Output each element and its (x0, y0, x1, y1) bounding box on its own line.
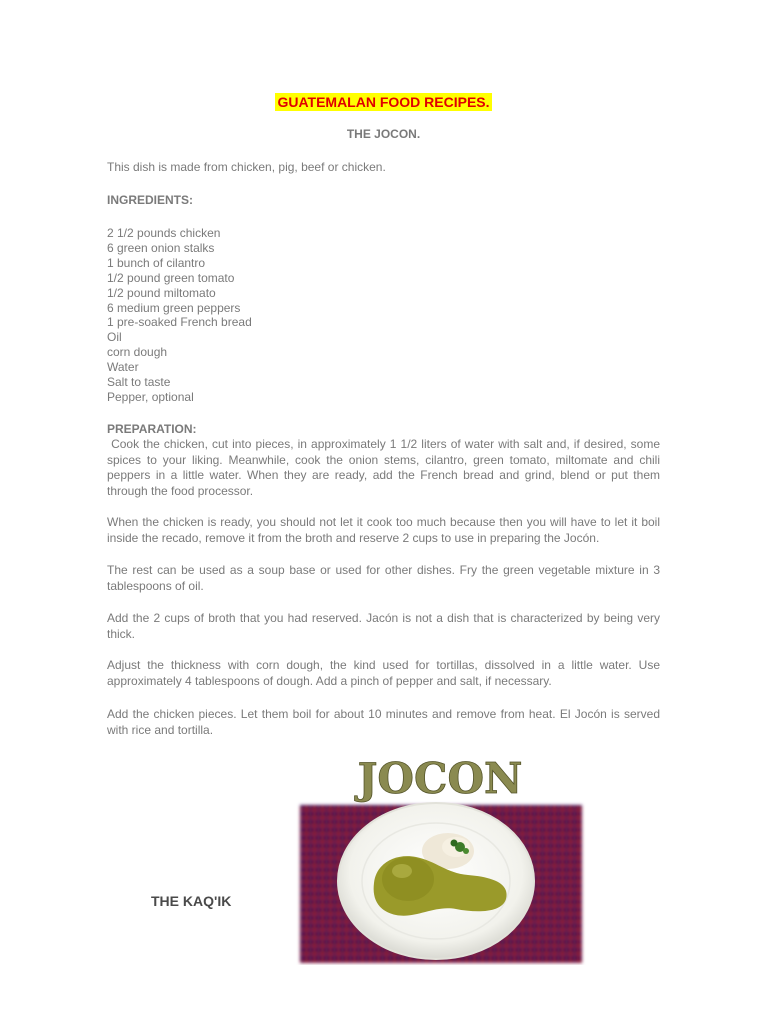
ingredients-list (107, 226, 252, 405)
ingredient-item: Oil (107, 330, 122, 345)
title-wrap (107, 93, 660, 112)
ingredient-item: Water (107, 360, 139, 375)
jocon-logo (340, 753, 540, 803)
jocon-photo (296, 753, 586, 965)
ingredient-item: corn dough (107, 345, 168, 360)
ingredients-heading: INGREDIENTS: (107, 193, 194, 207)
ingredient-item: 1/2 pound green tomato (107, 270, 235, 285)
ingredient-item: 1 pre-soaked French bread (107, 315, 252, 330)
ingredient-item: 2 1/2 pounds chicken (107, 226, 221, 240)
preparation-heading: PREPARATION: (107, 422, 197, 436)
preparation-paragraph: Adjust the thickness with corn dough, the kind used for tortillas, dissolved in a little water. Use approximately 4 tablespoons of dough. Add a pinch of pepper and salt, if necessary. (107, 658, 660, 688)
ingredient-item: 6 green onion stalks (107, 240, 215, 255)
ingredient-item: 1/2 pound miltomato (107, 285, 216, 300)
chicken (382, 857, 434, 901)
document-title: GUATEMALAN FOOD RECIPES. (277, 94, 490, 110)
intro-text: This dish is made from chicken, pig, beef or chicken. (107, 160, 386, 174)
ingredient-item: Salt to taste (107, 375, 171, 390)
recipe-title: THE JOCON. (346, 127, 421, 141)
preparation-paragraph: Cook the chicken, cut into pieces, in approximately 1 1/2 liters of water with salt and, if desired, some spices to your liking. Meanwhile, cook the onion stems, cilantro, green tomato, miltomate and chili peppers in a little water. When they are ready, add the French bread and grind, blend or put them through the food processor. (107, 437, 660, 498)
ingredient-item: 1 bunch of cilantro (107, 255, 206, 270)
preparation-paragraph: Add the chicken pieces. Let them boil for about 10 minutes and remove from heat. El Jocón is served with rice and tortilla. (107, 707, 660, 737)
preparation-paragraph: When the chicken is ready, you should not let it cook too much because then you will have to let it boil inside the recado, remove it from the broth and reserve 2 cups to use in preparing the Jocón. (107, 515, 660, 545)
ingredient-item: 6 medium green peppers (107, 300, 241, 315)
ingredient-item: Pepper, optional (107, 389, 194, 404)
preparation-paragraph: Add the 2 cups of broth that you had reserved. Jacón is not a dish that is characterized by being very thick. (107, 611, 660, 641)
preparation-paragraph: The rest can be used as a soup base or used for other dishes. Fry the green vegetable mixture in 3 tablespoons of oil. (107, 563, 660, 593)
next-recipe-heading: THE KAQ'IK (151, 893, 232, 909)
svg-text:JOCON: JOCON (357, 754, 523, 803)
